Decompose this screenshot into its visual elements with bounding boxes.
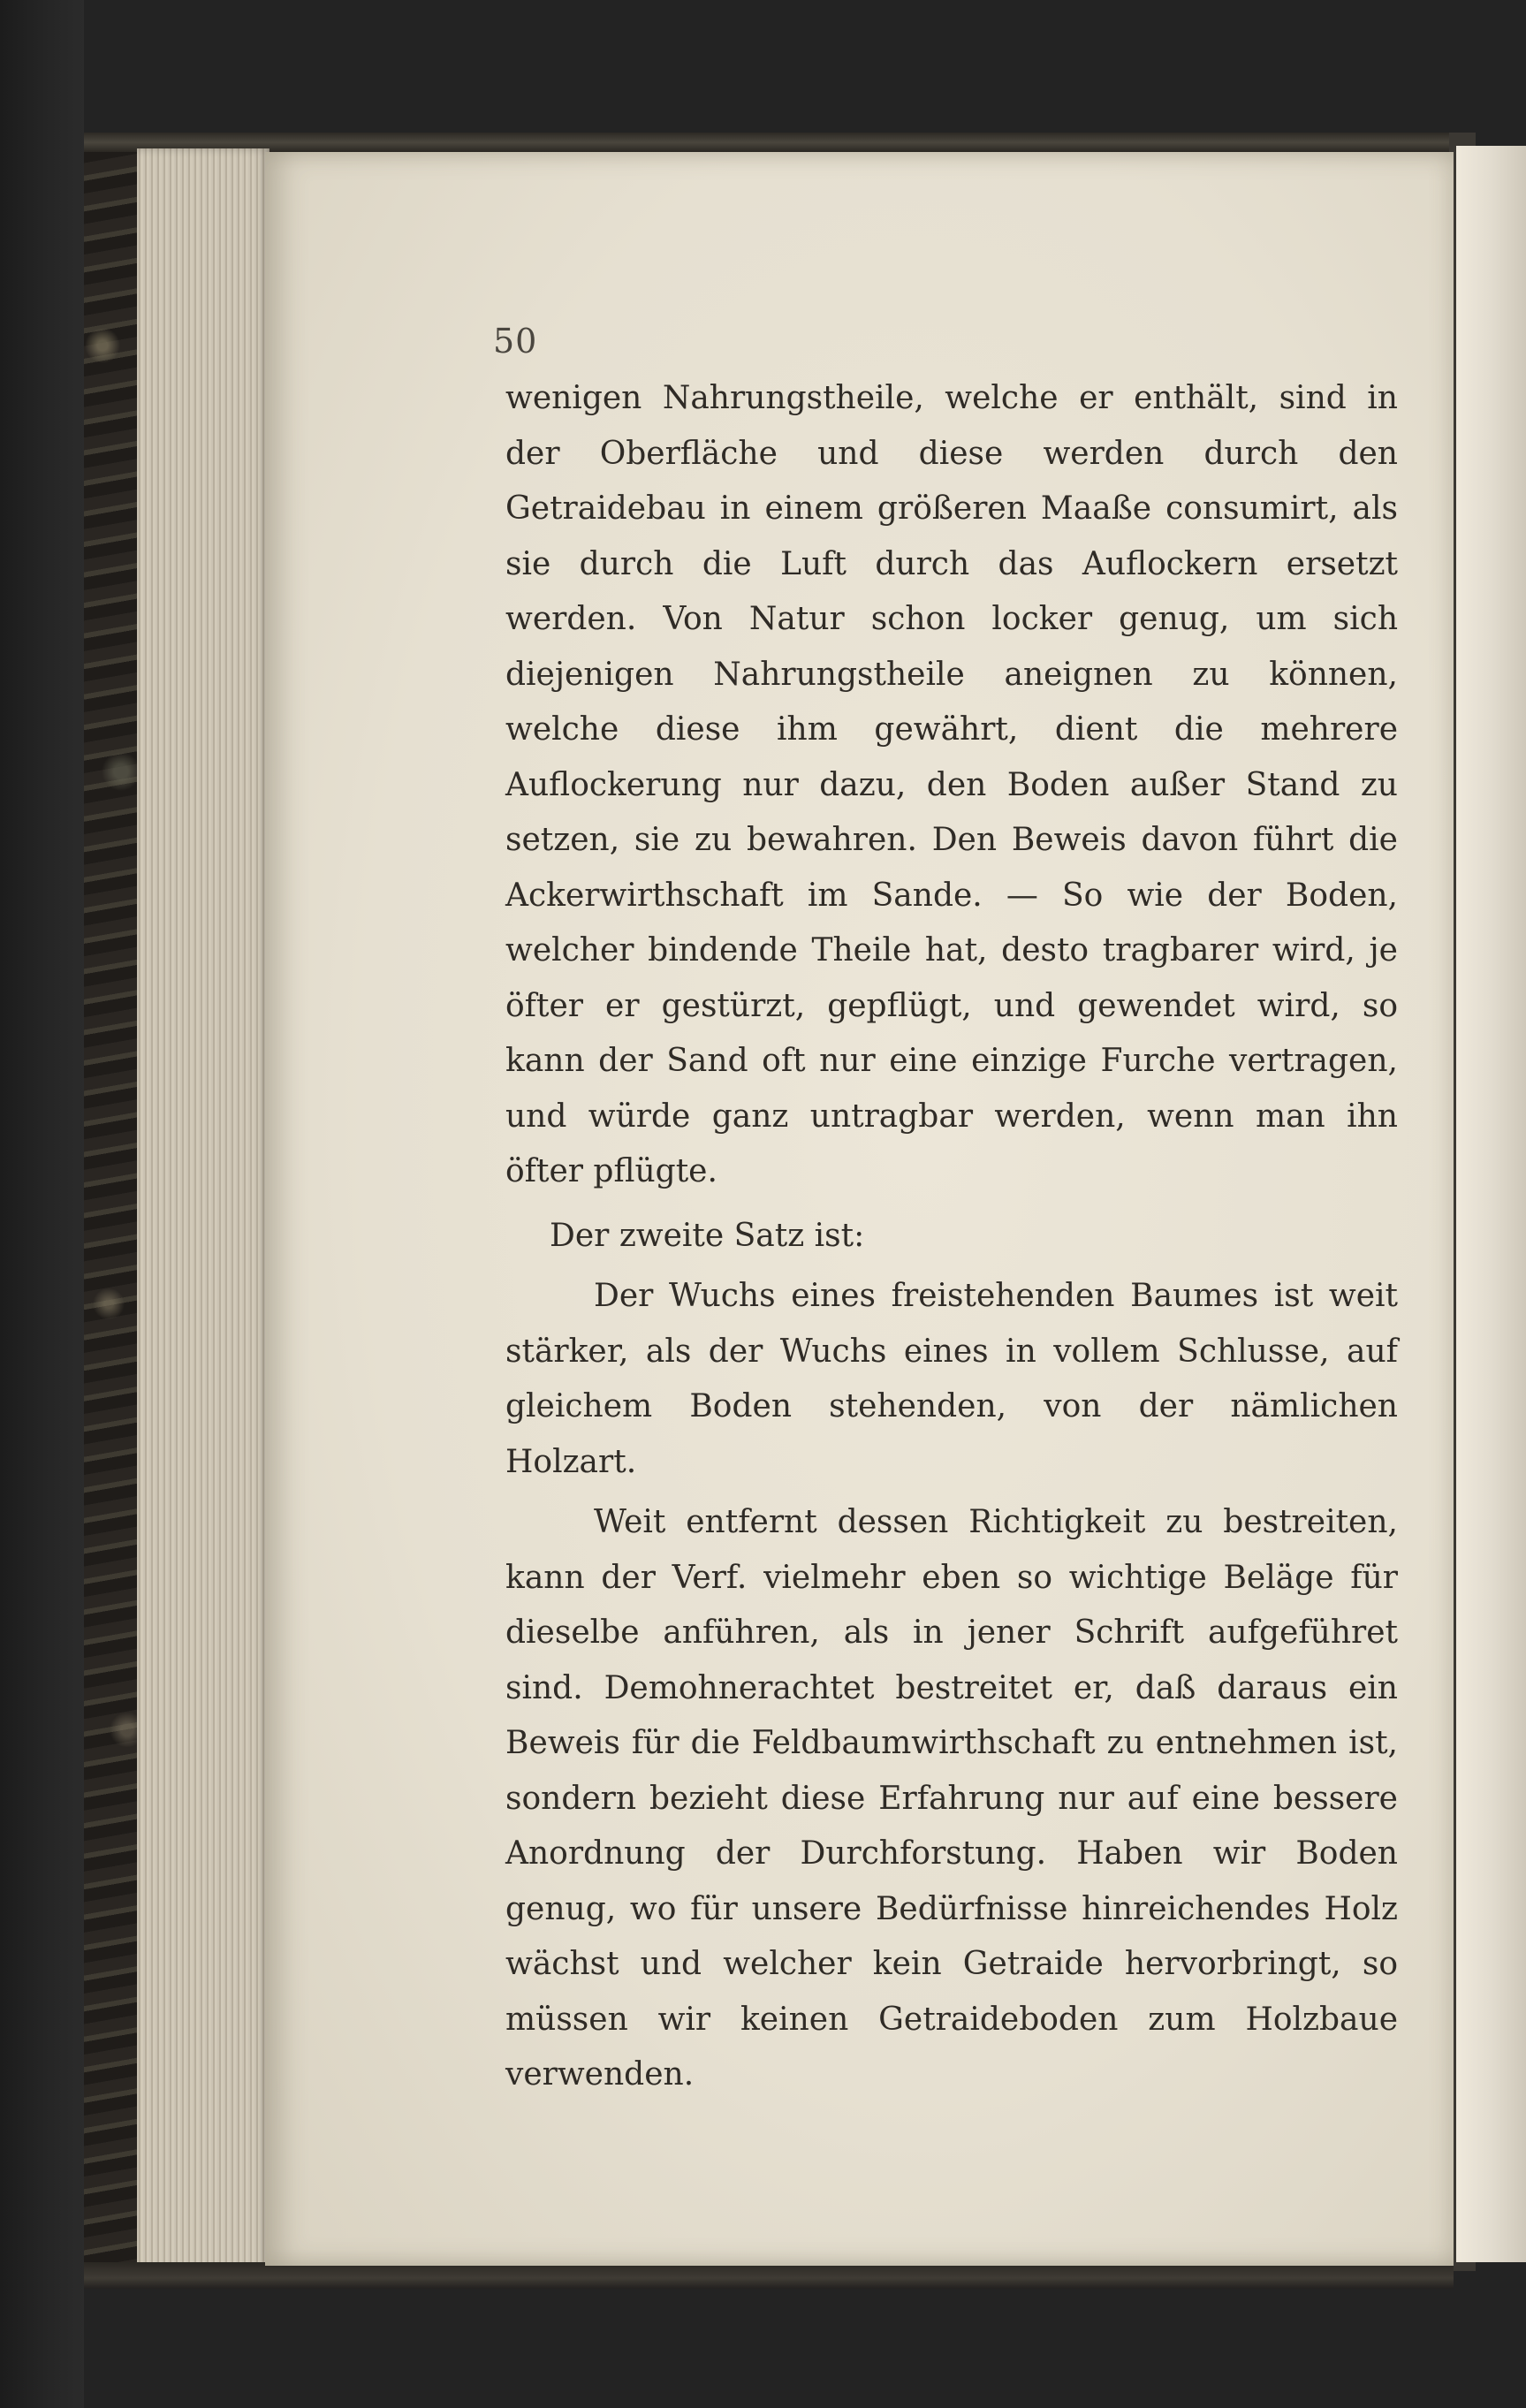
page-text xyxy=(505,371,1398,2103)
book-cover-bottom-edge xyxy=(84,2262,1454,2289)
paragraph-thesis: Der Wuchs eines freistehenden Baumes ist weit stärker, als der Wuchs eines in vollem Schlusse, auf gleichem Boden stehenden, von der nämlichen Holzart. xyxy=(505,1278,1398,1480)
paragraph-response: Weit entfernt dessen Richtigkeit zu bestreiten, kann der Verf. vielmehr eben so wichtige Beläge für dieselbe anführen, als in jener Schrift aufgeführet sind. Demohnerachtet bestreitet er, daß daraus ein Beweis für die Feldbaumwirthschaft zu entnehmen ist, sondern bezieht diese Erfahrung nur auf eine bessere Anordnung der Durchforstung. Haben wir Boden genug, wo für unsere Bedürfnisse hinreichendes Holz wächst und welcher kein Getraide hervorbringt, so müssen wir keinen Getraideboden zum Holzbaue verwenden. xyxy=(505,1504,1398,2093)
book-cover-top-edge xyxy=(84,133,1454,152)
paragraph-lead-sentence: Der zweite Satz ist: xyxy=(550,1217,865,1254)
book-page xyxy=(265,152,1454,2266)
page-number: 50 xyxy=(493,322,538,361)
page-edges-stack xyxy=(137,148,270,2283)
facing-page-edge xyxy=(1456,146,1526,2262)
background-shadow xyxy=(0,0,84,2408)
paragraph-continuation: wenigen Nahrungstheile, welche er enthält, sind in der Oberfläche und diese werden durch den Getraidebau in einem größeren Maaße consumirt, als sie durch die Luft durch das Auflockern ersetzt werden. Von Natur schon locker genug, um sich diejenigen Nahrungstheile aneignen zu können, welche diese ihm gewährt, dient die mehrere Auflockerung nur dazu, den Boden außer Stand zu setzen, sie zu bewahren. Den Beweis davon führt die Ackerwirthschaft im Sande. — So wie der Boden, welcher bindende Theile hat, desto tragbarer wird, je öfter er gestürzt, gepflügt, und gewendet wird, so kann der Sand oft nur eine einzige Furche vertragen, und würde ganz untragbar werden, wenn man ihn öfter pflügte. xyxy=(505,380,1398,1189)
